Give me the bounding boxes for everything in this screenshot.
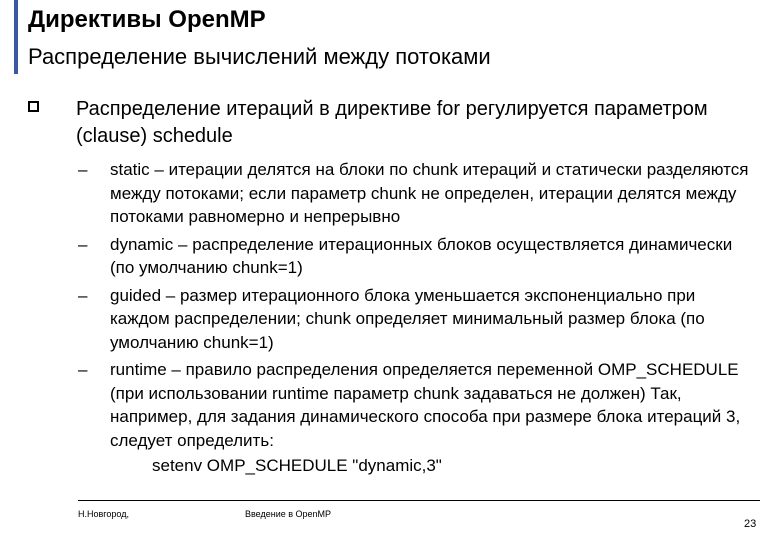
sub-bullet-text: static – итерации делятся на блоки по chunk итераций и статически разделяются между потоками; если параметр chunk не определен, итерации делятся между потоками равномерно и непрерывно [110,160,749,226]
sub-bullet-static [78,158,758,229]
footer-course-title: Введение в OpenMP [245,509,332,519]
sub-bullet-text: dynamic – распределение итерационных блоков осуществляется динамически (по умолчанию chunk=1) [110,234,733,277]
code-example: setenv OMP_SCHEDULE "dynamic,3" [152,456,442,475]
sub-bullet-runtime [78,358,758,452]
main-bullet-point [28,96,748,150]
page-number: 23 [744,518,757,530]
dash-bullet-icon: – [78,285,88,305]
dash-bullet-icon: – [78,160,88,179]
header-accent-bar [14,0,18,74]
sub-bullet-list [78,158,758,478]
main-bullet-text: Распределение итераций в директиве for регулируется параметром (clause) schedule [76,98,708,147]
sub-bullet-dynamic [78,233,758,280]
footer-location: Н.Новгород, [78,509,129,519]
square-bullet-icon [28,101,39,112]
page-subtitle: Распределение вычислений между потоками [28,44,491,69]
sub-bullet-guided [78,284,758,355]
dash-bullet-icon: – [78,360,88,379]
page-title: Директивы OpenMP [28,6,266,33]
dash-bullet-icon: – [78,234,88,254]
sub-bullet-text: guided – размер итерационного блока уменьшается экспоненциально при каждом распределении; chunk определяет минимальный размер блока (по умолчанию chunk=1) [110,285,705,352]
footer-divider [78,500,760,501]
sub-bullet-text: runtime – правило распределения определяется переменной OMP_SCHEDULE (при использовании runtime параметр chunk задаваться не должен) Так, например, для задания динамического способа при размере блока итераций 3, следует определить: [110,360,741,450]
